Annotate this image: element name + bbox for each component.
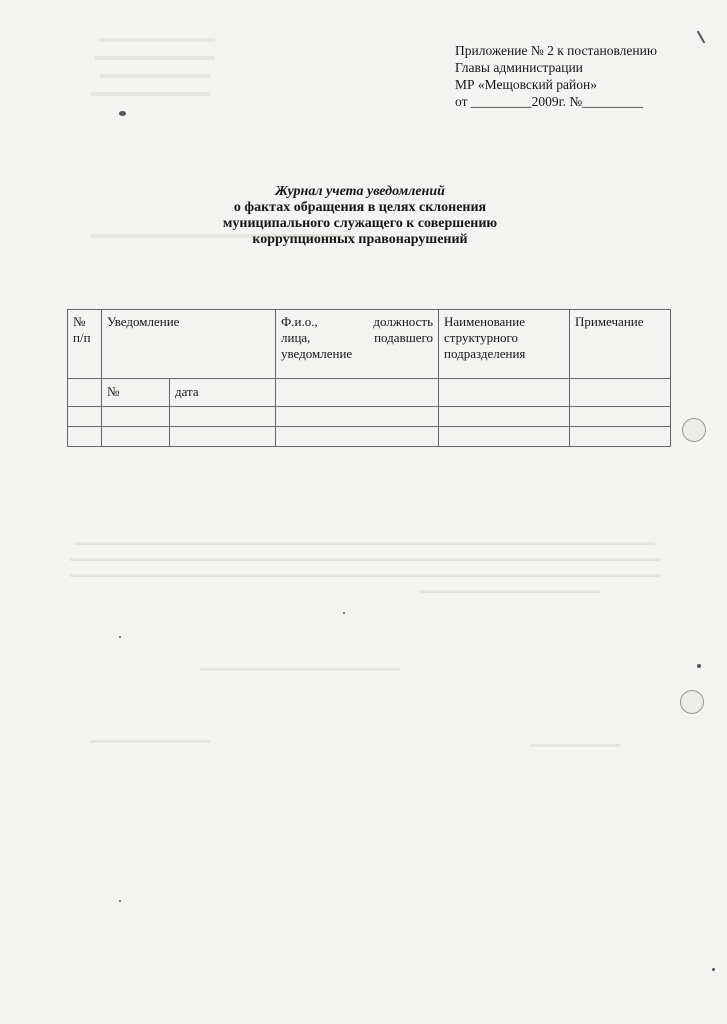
punch-hole-mark [682,418,706,442]
punch-hole-mark [680,690,704,714]
header-cell-notice: Уведомление [102,310,276,379]
table-cell [570,379,671,407]
header-person-text: Ф.и.о., [281,314,318,329]
table-cell [68,427,102,447]
scan-speck [697,664,701,668]
header-cell-unit: Наименование структурного подразделения [439,310,570,379]
bleed-through-mark [70,558,660,561]
scan-speck [119,636,121,638]
bleed-through-mark [420,590,600,593]
table-cell [170,427,276,447]
table-cell [570,427,671,447]
table-cell [276,427,439,447]
table-cell [439,407,570,427]
table-cell [439,379,570,407]
scan-speck [343,612,345,614]
table-subheader-row [68,379,671,407]
bleed-through-mark [90,92,210,96]
table-cell [102,407,170,427]
scan-speck [697,30,706,43]
bleed-through-mark [100,38,215,42]
header-person-text: подавшего [374,330,433,345]
header-cell-person [276,310,439,379]
title-line: о фактах обращения в целях склонения [233,200,487,215]
title-line: коррупционных правонарушений [252,232,468,247]
journal-table [67,309,671,447]
table-cell [68,379,102,407]
table-cell [439,427,570,447]
bleed-through-mark [200,668,400,671]
header-cell-number: № п/п [68,310,102,379]
table-cell [276,407,439,427]
scan-speck [712,968,715,971]
subheader-cell-number: № [102,379,170,407]
table-cell [68,407,102,427]
bleed-through-mark [90,740,210,743]
table-header-row [68,310,671,379]
header-person-text: уведомление [281,346,353,361]
header-line: Приложение № 2 к постановлению [455,43,657,58]
document-title [150,184,570,248]
title-line: Журнал учета уведомлений [275,184,445,199]
bleed-through-mark [95,56,215,60]
title-line: муниципального служащего к совершению [222,216,498,231]
bleed-through-mark [530,744,620,747]
bleed-through-mark [75,542,655,545]
scan-speck [119,111,126,116]
subheader-cell-date: дата [170,379,276,407]
header-person-text: лица, [281,330,311,345]
bleed-through-mark [70,574,660,577]
table-row [68,427,671,447]
table-cell [102,427,170,447]
bleed-through-mark [100,74,210,78]
table-cell [276,379,439,407]
table-cell [570,407,671,427]
header-line: Главы администрации [455,60,583,75]
header-line: от _________2009г. №_________ [455,94,643,109]
table-cell [170,407,276,427]
appendix-header [455,42,657,110]
table-row [68,407,671,427]
header-line: МР «Мещовский район» [455,77,597,92]
scan-speck [119,900,121,902]
header-cell-note: Примечание [570,310,671,379]
header-person-text: должность [373,314,433,329]
